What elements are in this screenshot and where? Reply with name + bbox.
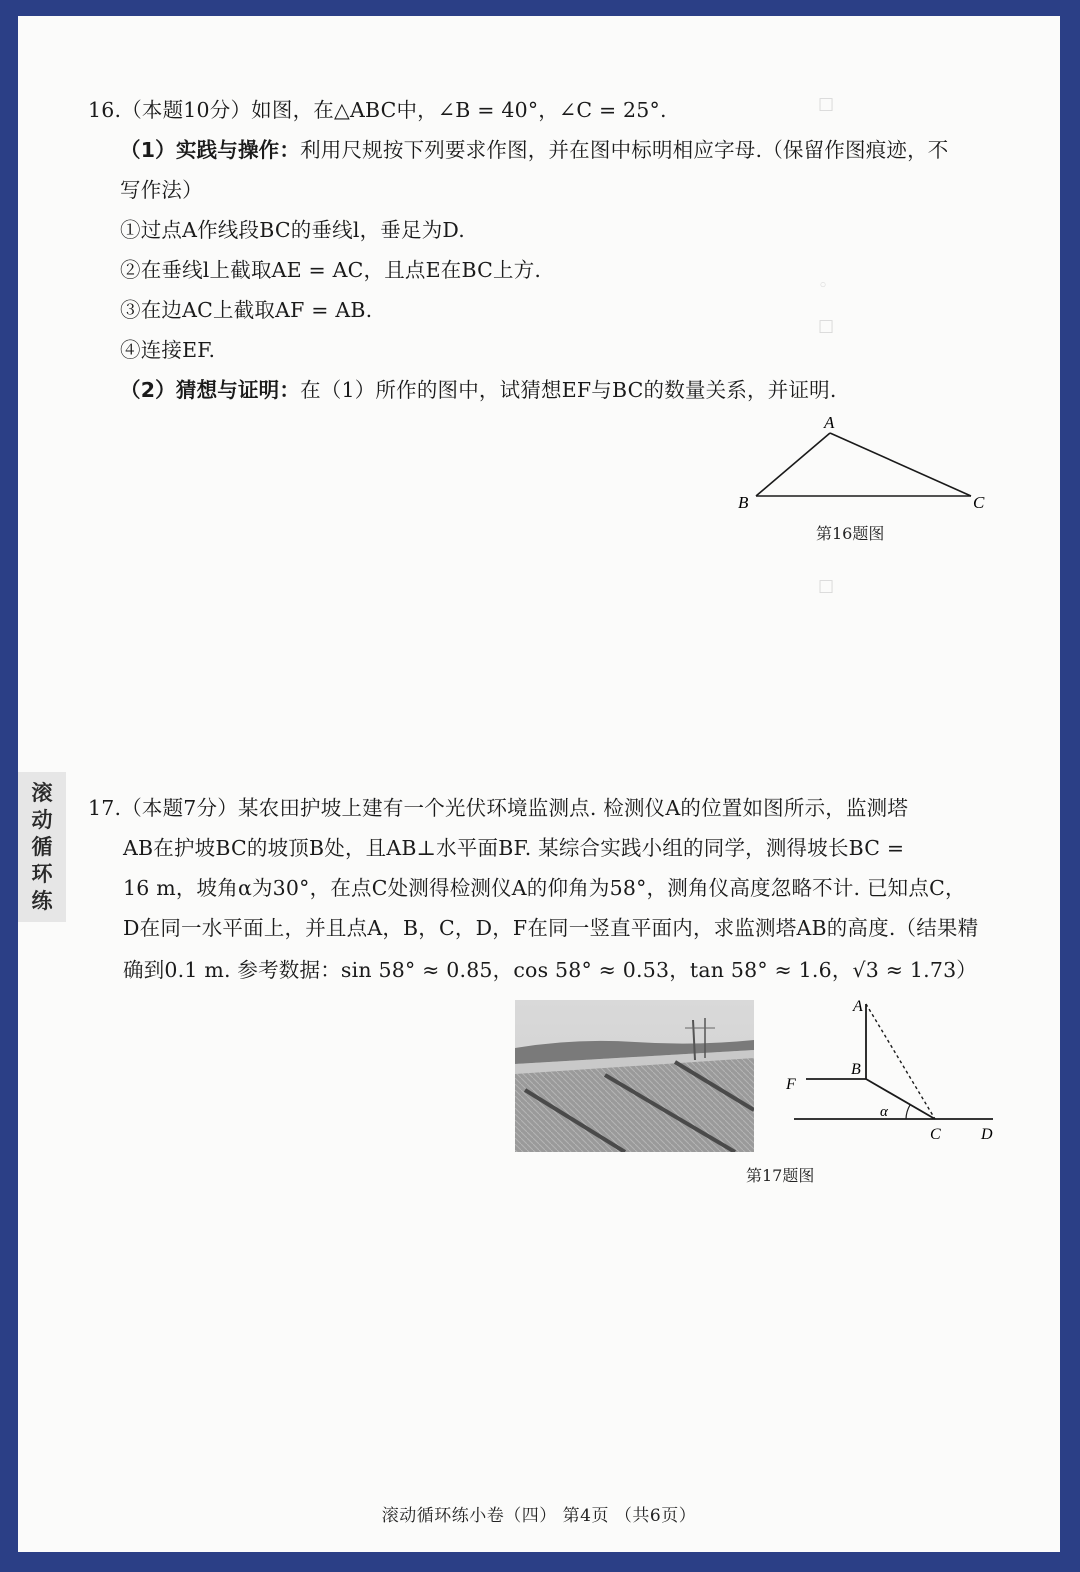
q17-slope-figure — [778, 994, 1008, 1154]
triangle-side-ac — [830, 433, 971, 496]
q16-part1 — [120, 136, 949, 164]
vertex-label-a: A — [824, 413, 835, 432]
angle-label-alpha: α — [880, 1104, 888, 1120]
bleed-through-mark: □ — [818, 576, 835, 596]
side-tab-char: 循 — [31, 834, 53, 859]
slope-bc — [866, 1079, 935, 1119]
point-label-a: A — [853, 998, 863, 1015]
bleed-through-mark: ◦ — [818, 276, 829, 296]
side-tab-char: 环 — [31, 861, 53, 886]
q16-part2 — [120, 376, 837, 404]
side-tab-char: 练 — [31, 888, 53, 913]
bleed-through-mark: □ — [818, 94, 835, 114]
side-tab-char: 滚 — [31, 780, 53, 805]
q16-part1-text: 利用尺规按下列要求作图，并在图中标明相应字母.（保留作图痕迹，不 — [300, 138, 949, 162]
q16-step4: ④连接EF. — [120, 338, 216, 362]
q17-line3: 16 m，坡角α为30°，在点C处测得检测仪A的仰角为58°，测角仪高度忽略不计. 已知点C， — [123, 876, 966, 900]
q16-part1-cont: 写作法） — [120, 178, 203, 202]
point-label-c: C — [930, 1126, 941, 1143]
q16-step3: ③在边AC上截取AF = AB. — [120, 298, 373, 322]
q16-step1: ①过点A作线段BC的垂线l，垂足为D. — [120, 218, 466, 242]
page-footer: 滚动循环练小卷（四） 第4页 （共6页） — [381, 1506, 697, 1526]
vertex-label-c: C — [973, 493, 985, 512]
vertex-label-b: B — [738, 493, 749, 512]
q16-stem: 16.（本题10分）如图，在△ABC中，∠B = 40°，∠C = 25°. — [88, 98, 667, 122]
q17-line5: 确到0.1 m. 参考数据：sin 58° ≈ 0.85，cos 58° ≈ 0.53，tan 58° ≈ 1.6，√3 ≈ 1.73） — [123, 958, 978, 982]
q16-figure-caption: 第16题图 — [816, 524, 885, 543]
q16-step2: ②在垂线l上截取AE = AC，且点E在BC上方. — [120, 258, 542, 282]
triangle-side-ab — [756, 433, 830, 496]
side-tab-char: 动 — [31, 807, 53, 832]
q17-line4: D在同一水平面上，并且点A，B，C，D，F在同一竖直平面内，求监测塔AB的高度.（结果精 — [123, 916, 979, 940]
q17-line2: AB在护坡BC的坡顶B处，且AB⊥水平面BF. 某综合实践小组的同学，测得坡长BC = — [123, 836, 905, 860]
q17-line1: 17.（本题7分）某农田护坡上建有一个光伏环境监测点. 检测仪A的位置如图所示，监测塔 — [88, 796, 909, 820]
solar-panel-photo — [515, 1000, 754, 1152]
sight-line-ac — [866, 1004, 935, 1119]
solar-panel-photo-drawing — [515, 1000, 754, 1152]
q16-part2-label: （2）猜想与证明： — [120, 378, 301, 402]
exam-page — [18, 16, 1060, 1552]
point-label-f: F — [786, 1076, 796, 1093]
q16-part2-text: 在（1）所作的图中，试猜想EF与BC的数量关系，并证明. — [300, 378, 837, 402]
q17-figure-caption: 第17题图 — [746, 1166, 815, 1185]
angle-arc-alpha — [906, 1105, 910, 1119]
q16-part1-label: （1）实践与操作： — [120, 138, 301, 162]
point-label-d: D — [981, 1126, 993, 1143]
bleed-through-mark: □ — [818, 316, 835, 336]
side-tab-label — [18, 772, 66, 922]
point-label-b: B — [851, 1061, 861, 1078]
